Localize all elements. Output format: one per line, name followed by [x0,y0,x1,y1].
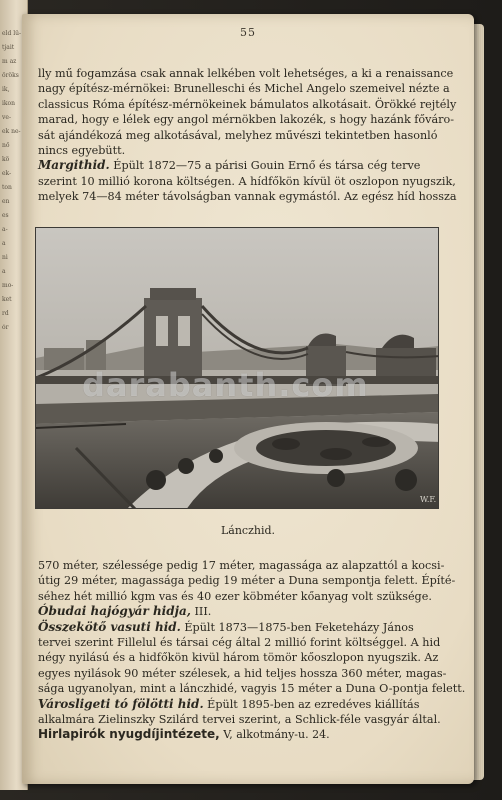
osszekoto-entry [38,620,458,635]
varosligeti-heading: Városligeti tó fölötti hid. [38,696,204,711]
text-line: séhez hét millió kgm vas és 40 ezer köbméter kőanyag volt szüksége. [38,589,432,603]
footer-plain: V, alkotmány-u. 24. [219,728,330,742]
text-line: sát ajándékozá meg alkotásával, melyhez művészi tekintetben hasonló [38,128,438,142]
left-page-edge-text: ve- [2,114,11,121]
left-page-edge-text: ek- [2,170,12,177]
text-line: Épült 1873—1875-ben Feketeházy János [180,620,414,634]
book-page [22,14,474,784]
text-line: nincs egyebütt. [38,144,126,158]
left-page-edge-text: mo- [2,282,14,289]
varosligeti-entry [38,697,458,712]
top-text-block [38,66,458,205]
left-page-edge-text: nő [2,142,10,149]
left-page-edge-text: ton [2,184,12,191]
text-line: nagy építész-mérnökei: Brunelleschi és Michel Angelo szemeivel nézte a [38,82,450,96]
osszekoto-heading: Összekötő vasuti hid. [38,619,181,634]
text-line: classicus Róma építész-mérnökeinek bámulatos alkotásait. Örökké rejtély [38,97,457,111]
left-page-edge-text: ik, [2,86,10,93]
text-line: alkalmára Zielinszky Szilárd tervei szerint, a Schlick-féle vasgyár által. [38,713,441,727]
left-page-edge-text: a [2,268,6,275]
left-page-edge-text: rd [2,310,9,317]
left-page-edge-text: a [2,240,6,247]
left-page-edge-text: eld lü- [2,30,22,37]
text-line: szerint 10 millió korona költségen. A hídfőkön kívül öt oszlopon nyugszik, [38,174,456,188]
left-page-edge-text: ni [2,254,8,261]
text-line: Épült 1872—75 a párisi Gouin Ernő és társa cég terve [109,159,421,173]
left-page-edge-text: tjait [2,44,15,51]
text-line: marad, hogy e lélek egy angol mérnökben lakozék, s hogy hazánk főváro- [38,113,455,127]
footer-bold: Hirlapirók nyugdíjintézete, [38,727,220,742]
left-page-edge-text: ór [2,324,9,331]
photo-caption: Lánczhid. [220,524,276,537]
footer-advertisement [38,727,458,742]
left-page-edge-text: a- [2,226,8,233]
left-page-edge-text: ikon [2,100,16,107]
obudai-entry [38,604,458,619]
text-line: egyes nyilások 90 méter szélesek, a hid teljes hossza 360 méter, magas- [38,666,447,680]
text-line: 570 méter, szélessége pedig 17 méter, magassága az alapzattól a kocsi- [38,559,445,572]
obudai-heading: Óbudai hajógyár hidja, [38,604,191,619]
text-line: Épült 1895-ben az ezredéves kiállítás [203,697,420,711]
margithid-heading: Margithid. [38,158,110,173]
text-line: sága ugyanolyan, mint a lánczhidé, vagyis 15 méter a Duna O-pontja felett. [38,682,466,696]
text-line: melyek 74—84 méter távolságban vannak egymástól. Az egész híd hossza [38,190,457,204]
lower-text-block [38,558,466,743]
left-page-edge-text: m az [2,58,17,65]
watermark-text: darabanth.com [82,366,369,404]
text-line: útig 29 méter, magassága pedig 19 méter a Duna sempontja felett. Építé- [38,574,456,588]
photo-signature: W.F. [420,495,437,504]
left-page-edge-text: ket [2,296,12,303]
text-line: III. [190,605,212,619]
page-number: 55 [240,26,256,39]
text-line: lly mű fogamzása csak annak lelkében volt lehetséges, a ki a renaissance [38,67,454,80]
left-page-edge-text: öröks [2,72,19,79]
text-line: tervei szerint Fillelul és társai cég által 2 millió forint költséggel. A hid [38,636,441,650]
margithid-entry [38,158,458,173]
left-page-edge-text: en [2,198,10,205]
left-page-edge-text: es [2,212,9,219]
left-page-edge-text: kö [2,156,10,163]
left-page-edge-text: ek ne- [2,128,21,135]
text-line: négy nyilású és a hidfőkön kivül három tömör kőoszlopon nyugszik. Az [38,651,439,665]
